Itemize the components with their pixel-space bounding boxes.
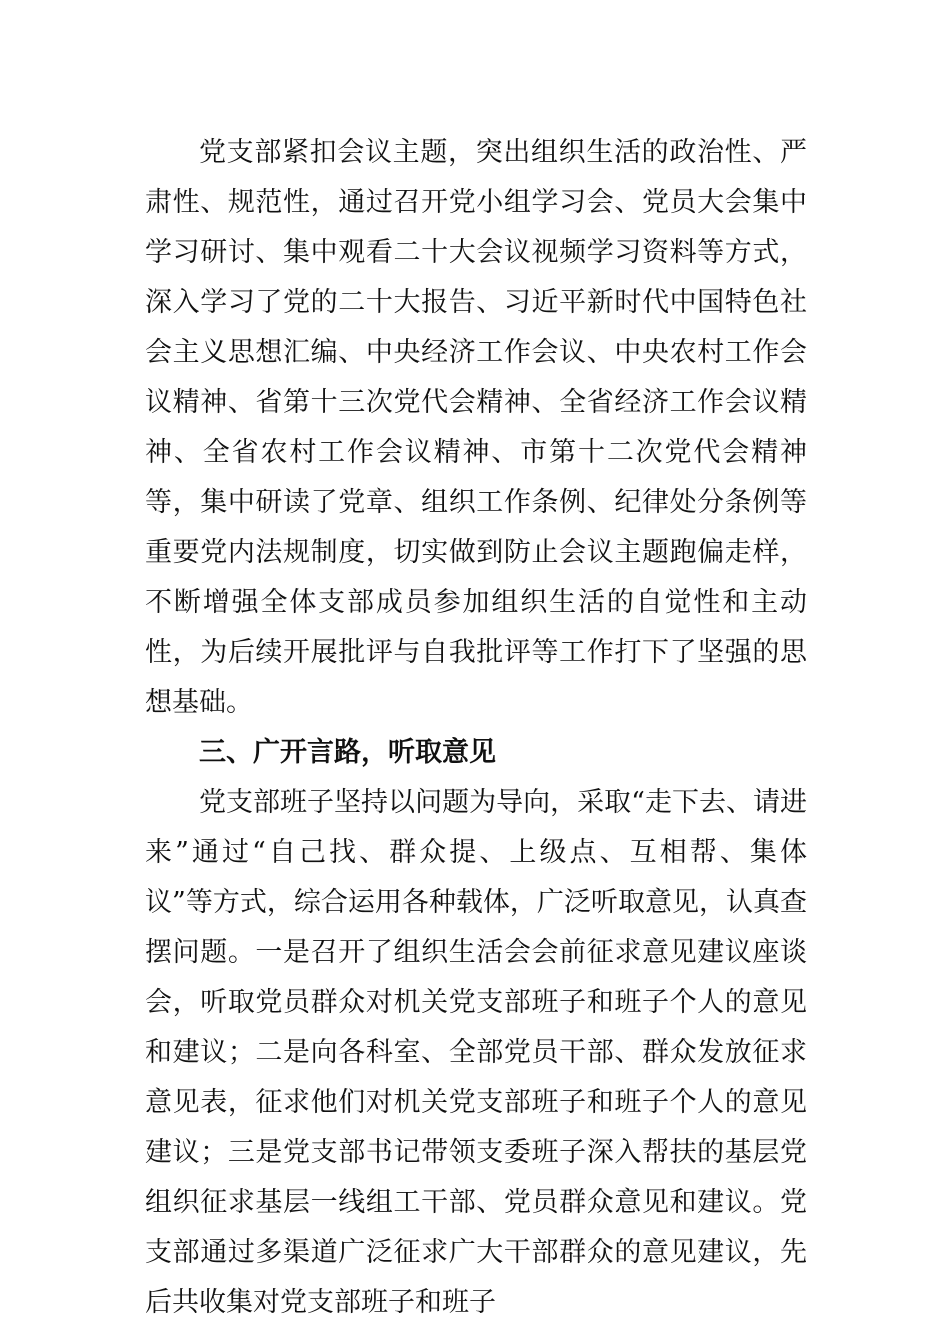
section-heading: 三、广开言路，听取意见 [199,737,496,768]
paragraph-opinions: 党支部班子坚持以问题为导向，采取“走下去、请进来”通过“自己找、群众提、上级点、互相帮、集体议”等方式，综合运用各种载体，广泛听取意见，认真查摆问题。一是召开了组织生活会会前征求意见建议座谈会，听取党员群众对机关党支部班子和班子个人的意见和建议；二是向各科室、全部党员干部、群众发放征求意见表，征求他们对机关党支部班子和班子个人的意见建议；三是党支部书记带领支委班子深入帮扶的基层党组织征求基层一线组工干部、党员群众意见和建议。党支部通过多渠道广泛征求广大干部群众的意见建议，先后共收集对党支部班子和班子 [145,787,807,1318]
document-body [145,128,807,1328]
paragraph-study: 党支部紧扣会议主题，突出组织生活的政治性、严肃性、规范性，通过召开党小组学习会、党员大会集中学习研讨、集中观看二十大会议视频学习资料等方式，深入学习了党的二十大报告、习近平新时代中国特色社会主义思想汇编、中央经济工作会议、中央农村工作会议精神、省第十三次党代会精神、全省经济工作会议精神、全省农村工作会议精神、市第十二次党代会精神等，集中研读了党章、组织工作条例、纪律处分条例等重要党内法规制度，切实做到防止会议主题跑偏走样，不断增强全体支部成员参加组织生活的自觉性和主动性，为后续开展批评与自我批评等工作打下了坚强的思想基础。 [145,137,807,718]
